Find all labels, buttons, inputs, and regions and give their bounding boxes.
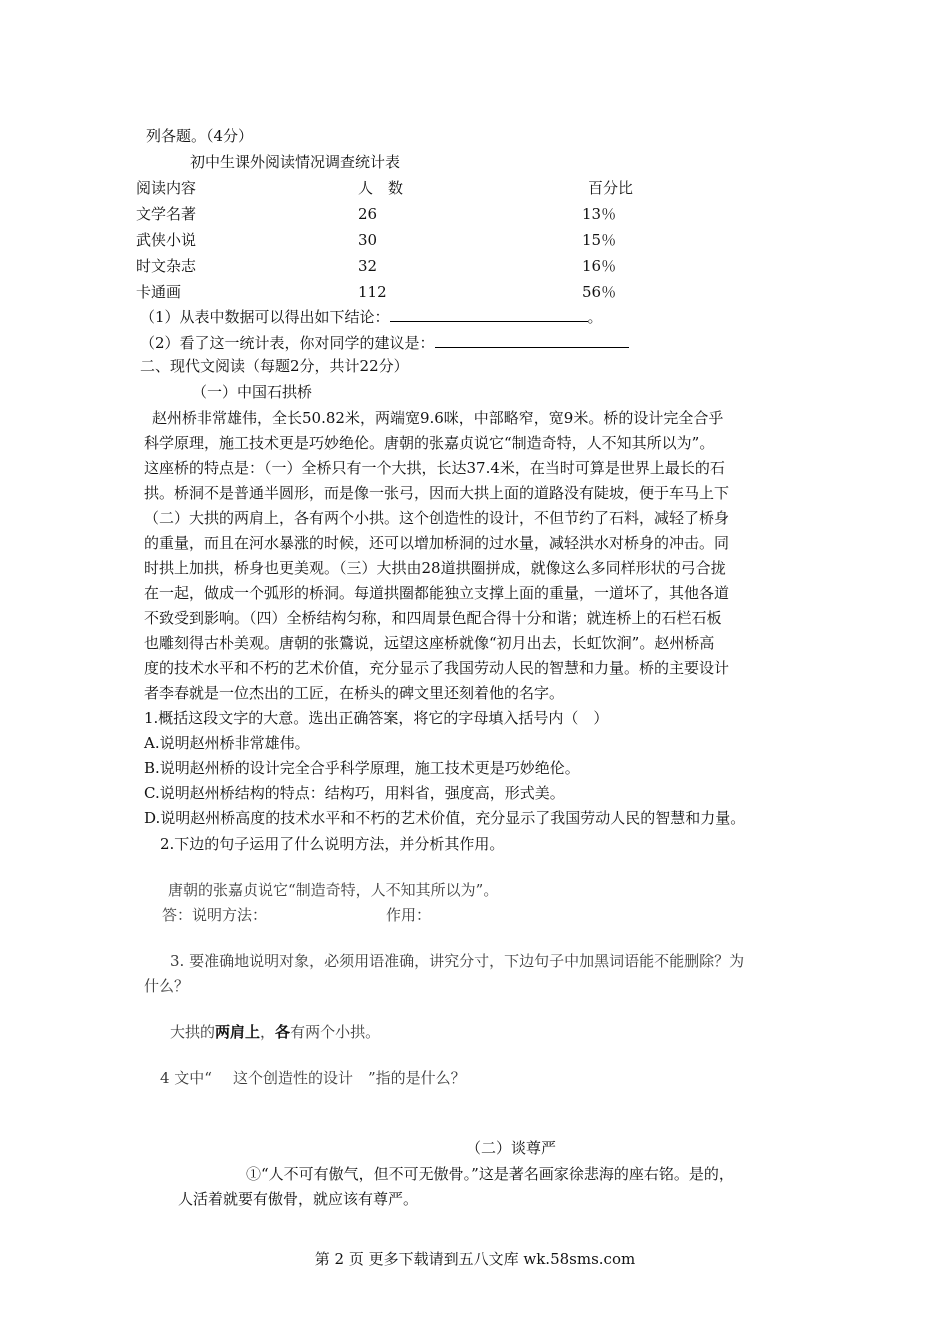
article2-line: 人活着就要有傲骨，就应该有尊严。 [178,1190,419,1208]
survey-q2-blank[interactable] [435,333,629,348]
article1-line: 也雕刻得古朴美观。唐朝的张鷟说，远望这座桥就像“初月出去，长虹饮涧”。赵州桥高 [144,634,715,652]
q3-sentence-part: 有两个小拱。 [290,1023,381,1041]
intro-tail: 列各题。（4分） [146,127,254,145]
survey-question-2 [140,333,629,353]
table-cell: 武侠小说 [136,231,197,249]
table-cell: 时文杂志 [136,257,197,275]
q3-sentence-part: ， [260,1023,276,1041]
article2-title: （二）谈尊严 [466,1139,557,1157]
article1-line: 在一起，做成一个弧形的桥洞。每道拱圈都能独立支撑上面的重量，一道坏了，其他各道 [144,584,730,602]
section2-heading: 二、现代文阅读（每题2分，共计22分） [140,357,409,375]
survey-q1-text: （1）从表中数据可以得出如下结论： [140,308,390,326]
table-cell: 15％ [582,231,617,249]
page-footer: 第 2 页 更多下载请到五八文库 wk.58sms.com [314,1250,636,1268]
q4-stem-part: ”指的是什么？ [353,1069,466,1087]
q4-quoted-phrase: 这个创造性的设计 [232,1069,353,1087]
table-cell: 112 [358,283,387,301]
q1-option-d: D.说明赵州桥高度的技术水平和不朽的艺术价值，充分显示了我国劳动人民的智慧和力量。 [144,809,746,827]
article1-line: 度的技术水平和不朽的艺术价值，充分显示了我国劳动人民的智慧和力量。桥的主要设计 [144,659,730,677]
table-cell: 56％ [582,283,617,301]
article1-title: （一）中国石拱桥 [192,383,313,401]
q2-quote: 唐朝的张嘉贞说它“制造奇特，人不知其所以为”。 [168,881,499,899]
article1-line: 拱。桥洞不是普通半圆形，而是像一张弓，因而大拱上面的道路没有陡坡，便于车马上下 [144,484,730,502]
q3-stem-line1: 3. 要准确地说明对象，必须用语准确，讲究分寸，下边句子中加黑词语能不能删除？为 [170,952,745,970]
article1-line: 科学原理，施工技术更是巧妙绝伦。唐朝的张嘉贞说它“制造奇特，人不知其所以为”。 [144,434,715,452]
q4-stem [160,1068,466,1088]
survey-q2-text: （2）看了这一统计表，你对同学的建议是： [140,334,435,352]
q4-stem-part: 4 文中“ [160,1069,227,1087]
table-cell: 16％ [582,257,617,275]
table-header-count: 人 数 [358,179,404,197]
q1-stem: 1.概括这段文字的大意。选出正确答案，将它的字母填入括号内（ ） [144,709,609,727]
article1-line: 赵州桥非常雄伟，全长50.82米，两端宽9.6咪，中部略窄，宽9米。桥的设计完全合乎 [152,409,724,427]
table-cell: 32 [358,257,378,275]
q2-answer-method: 答：说明方法： [162,906,268,924]
q3-sentence-part: 大拱的 [170,1023,216,1041]
q1-option-b: B.说明赵州桥的设计完全合乎科学原理，施工技术更是巧妙绝伦。 [144,759,580,777]
survey-q1-blank[interactable] [390,307,588,322]
table-cell: 文学名著 [136,205,197,223]
table-cell: 30 [358,231,378,249]
table-cell: 26 [358,205,378,223]
q2-stem: 2.下边的句子运用了什么说明方法，并分析其作用。 [160,835,505,853]
article2-line: ①“人不可有傲气，但不可无傲骨。”这是著名画家徐悲海的座右铭。是的， [246,1165,734,1183]
table-header-percent: 百分比 [588,179,634,197]
q2-answer-effect: 作用： [386,906,432,924]
article1-line: 不致受到影响。（四）全桥结构匀称，和四周景色配合得十分和谐；就连桥上的石栏石板 [144,609,722,627]
table-cell: 13％ [582,205,617,223]
table-header-content: 阅读内容 [136,179,197,197]
survey-question-1 [140,307,603,327]
q3-bold-word: 两肩上 [215,1023,261,1041]
article1-line: （二）大拱的两肩上，各有两个小拱。这个创造性的设计，不但节约了石料，减轻了桥身 [144,509,730,527]
q3-sentence [170,1022,380,1042]
article1-line: 的重量，而且在河水暴涨的时候，还可以增加桥洞的过水量，减轻洪水对桥身的冲击。同 [144,534,730,552]
article1-line: 者李春就是一位杰出的工匠，在桥头的碑文里还刻着他的名字。 [144,684,565,702]
survey-q1-suffix: 。 [587,308,603,326]
article1-line: 这座桥的特点是：（一）全桥只有一个大拱，长达37.4米，在当时可算是世界上最长的石 [144,459,725,477]
table-cell: 卡通画 [136,283,182,301]
survey-title: 初中生课外阅读情况调查统计表 [190,153,401,171]
q1-option-a: A.说明赵州桥非常雄伟。 [144,734,310,752]
q3-bold-word: 各 [275,1023,291,1041]
q1-option-c: C.说明赵州桥结构的特点：结构巧，用料省，强度高，形式美。 [144,784,565,802]
article1-line: 时拱上加拱，桥身也更美观。（三）大拱由28道拱圈拼成，就像这么多同样形状的弓合拢 [144,559,726,577]
q3-stem-line2: 什么？ [144,977,190,995]
